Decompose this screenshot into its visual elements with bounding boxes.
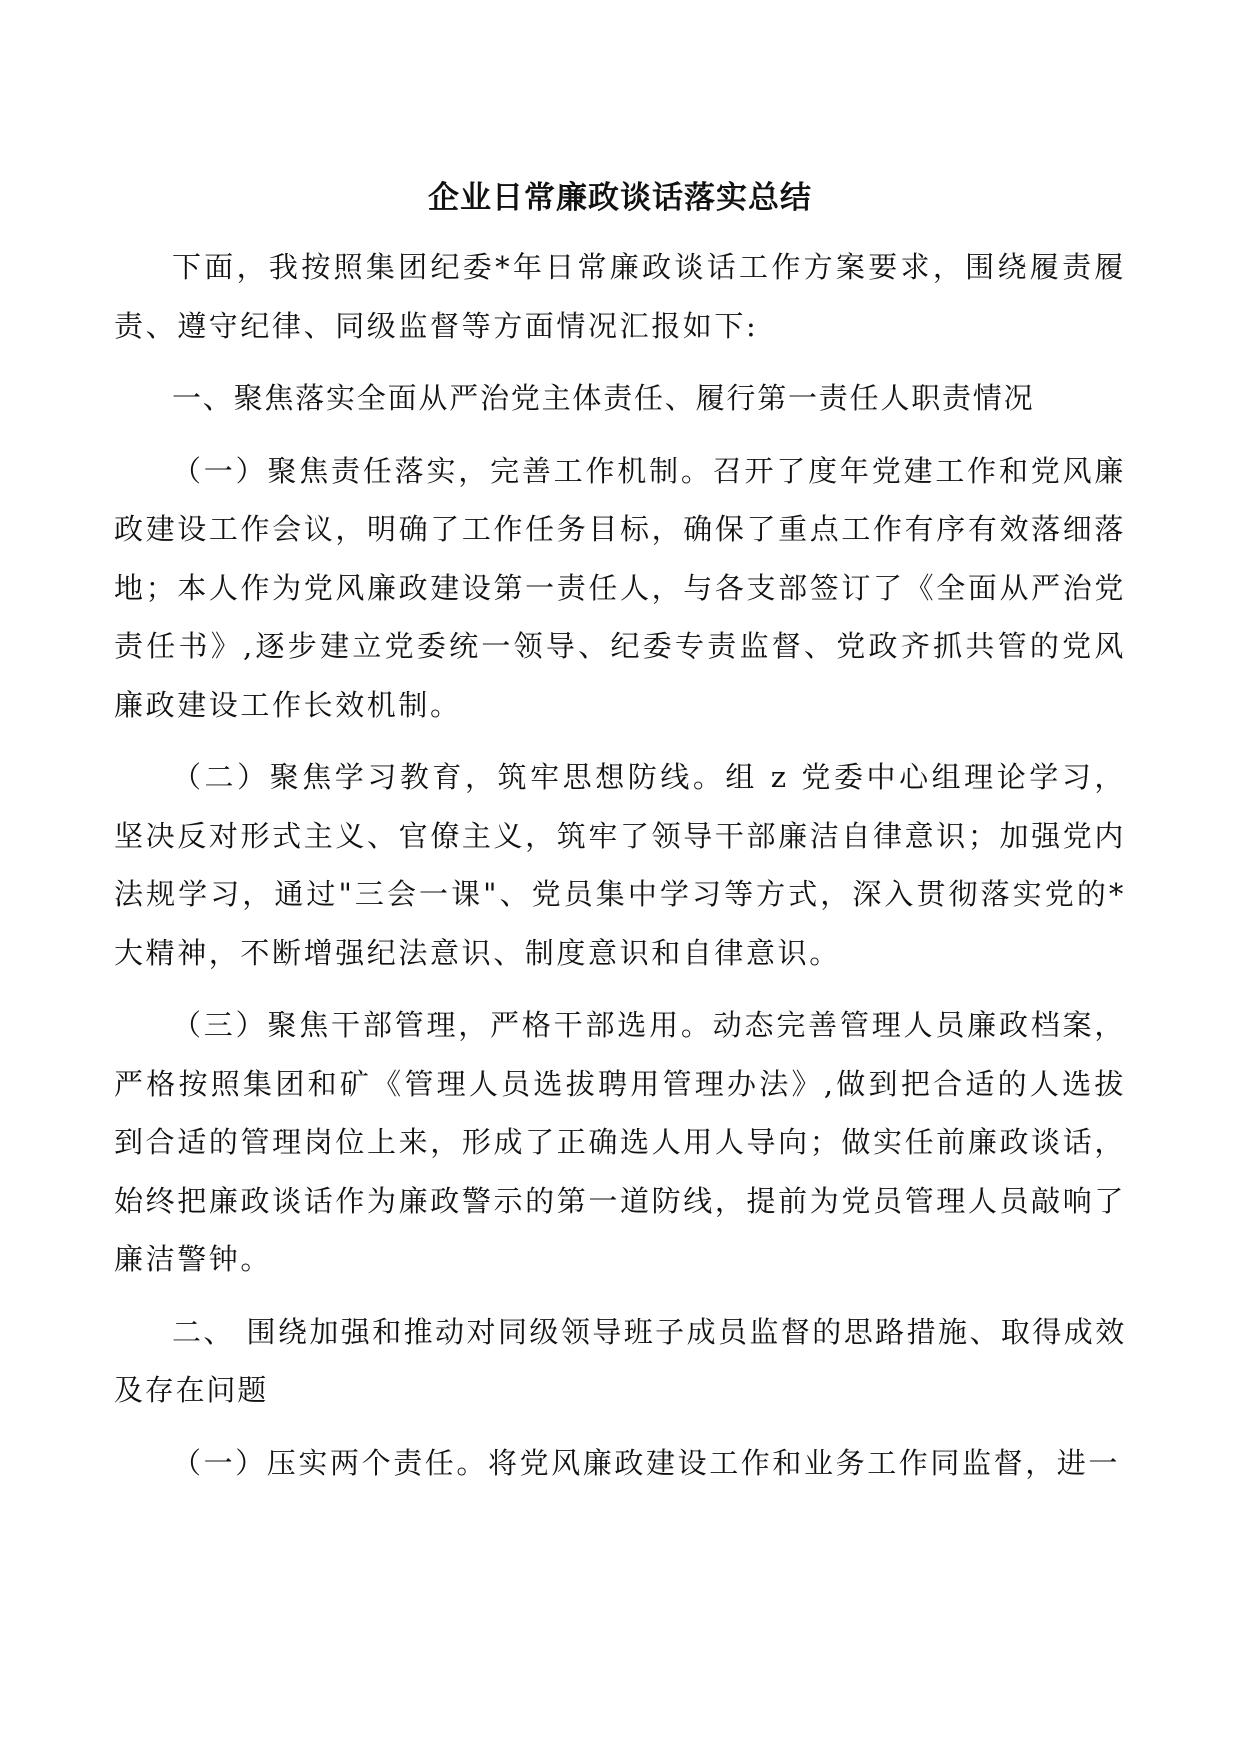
paragraph-2-1: （一）压实两个责任。将党风廉政建设工作和业务工作同监督，进一 [172,1445,1121,1480]
section-heading-1: 一、聚焦落实全面从严治党主体责任、履行第一责任人职责情况 [172,381,1035,415]
section-heading-2: 二、 围绕加强和推动对同级领导班子成员监督的思路措施、取得成效及存在问题 [114,1314,1126,1407]
document-body [114,238,1126,1492]
paragraph-1-2: （二）聚焦学习教育，筑牢思想防线。组 z 党委中心组理论学习，坚决反对形式主义、官僚主义，筑牢了领导干部廉洁自律意识；加强党内法规学习，通过"三会一课"、党员集中学习等方式，深入贯彻落实党的*大精神，不断增强纪法意识、制度意识和自律意识。 [114,760,1126,970]
intro-paragraph: 下面，我按照集团纪委*年日常廉政谈话工作方案要求，围绕履责履责、遵守纪律、同级监督等方面情况汇报如下: [114,250,1126,343]
paragraph-1-1: （一）聚焦责任落实，完善工作机制。召开了度年党建工作和党风廉政建设工作会议，明确了工作任务目标，确保了重点工作有序有效落细落地；本人作为党风廉政建设第一责任人，与各支部签订了《全面从严治党责任书》,逐步建立党委统一领导、纪委专责监督、党政齐抓共管的党风廉政建设工作长效机制。 [114,453,1126,722]
paragraph-1-3: （三）聚焦干部管理，严格干部选用。动态完善管理人员廉政档案，严格按照集团和矿《管理人员选拔聘用管理办法》,做到把合适的人选拔到合适的管理岗位上来，形成了正确选人用人导向；做实任前廉政谈话，始终把廉政谈话作为廉政警示的第一道防线，提前为党员管理人员敲响了廉洁警钟。 [114,1008,1126,1276]
document-title: 企业日常廉政谈话落实总结 [428,180,812,216]
